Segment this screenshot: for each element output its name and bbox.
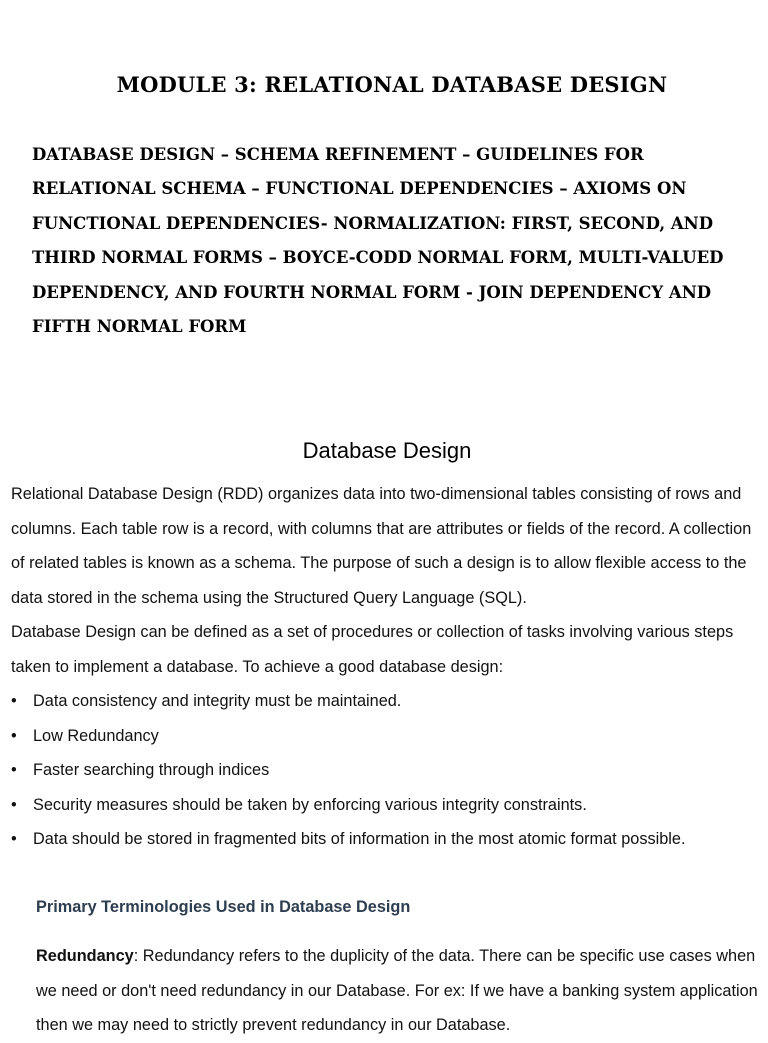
bullet-icon: • xyxy=(11,726,17,745)
list-item xyxy=(11,719,763,754)
bullet-icon: • xyxy=(11,692,17,710)
redundancy-paragraph xyxy=(36,939,761,1043)
list-item xyxy=(11,788,763,823)
list-item xyxy=(11,684,763,719)
list-item-text: Security measures should be taken by enforcing various integrity constraints. xyxy=(33,795,587,814)
design-goals-list xyxy=(11,684,763,857)
section-heading: Database Design xyxy=(302,438,472,463)
redundancy-definition: : Redundancy refers to the duplicity of the data. There can be specific use cases when we need or don't need redundancy in our Database. For ex: If we have a banking system application then we may need to strictly prevent redundancy in our Database. xyxy=(36,947,758,1034)
bullet-icon: • xyxy=(11,830,17,848)
module-title: MODULE 3: RELATIONAL DATABASE DESIGN xyxy=(116,72,668,97)
bullet-icon: • xyxy=(11,795,17,814)
list-item-text: Faster searching through indices xyxy=(33,761,270,779)
terminology-heading: Primary Terminologies Used in Database Design xyxy=(36,898,411,916)
list-item-text: Low Redundancy xyxy=(33,726,159,745)
list-item-text: Data should be stored in fragmented bits of information in the most atomic format possible. xyxy=(33,830,686,848)
syllabus-topics: DATABASE DESIGN – SCHEMA REFINEMENT – GUIDELINES FOR RELATIONAL SCHEMA – FUNCTIONAL DEPENDENCIES – AXIOMS ON FUNCTIONAL DEPENDENCIES- NORMALIZATION: FIRST, SECOND, AND THIRD NORMAL FORMS – BOYCE-CODD NORMAL FORM, MULTI-VALUED DEPENDENCY, AND FOURTH NORMAL FORM - JOIN DEPENDENCY AND FIFTH NORMAL FORM xyxy=(32,145,724,337)
intro-paragraph: Relational Database Design (RDD) organizes data into two-dimensional tables consisting of rows and columns. Each table row is a record, with columns that are attributes or fields of the record. A collection of related tables is known as a schema. The purpose of such a design is to allow flexible access to the data stored in the schema using the Structured Query Language (SQL). xyxy=(11,485,752,607)
redundancy-term: Redundancy xyxy=(36,947,134,965)
section-body xyxy=(11,477,763,857)
list-item xyxy=(11,753,763,788)
bullet-icon: • xyxy=(11,761,17,779)
definition-paragraph: Database Design can be defined as a set of procedures or collection of tasks involving various steps taken to implement a database. To achieve a good database design: xyxy=(11,623,734,676)
list-item xyxy=(11,822,763,857)
list-item-text: Data consistency and integrity must be maintained. xyxy=(33,692,402,710)
